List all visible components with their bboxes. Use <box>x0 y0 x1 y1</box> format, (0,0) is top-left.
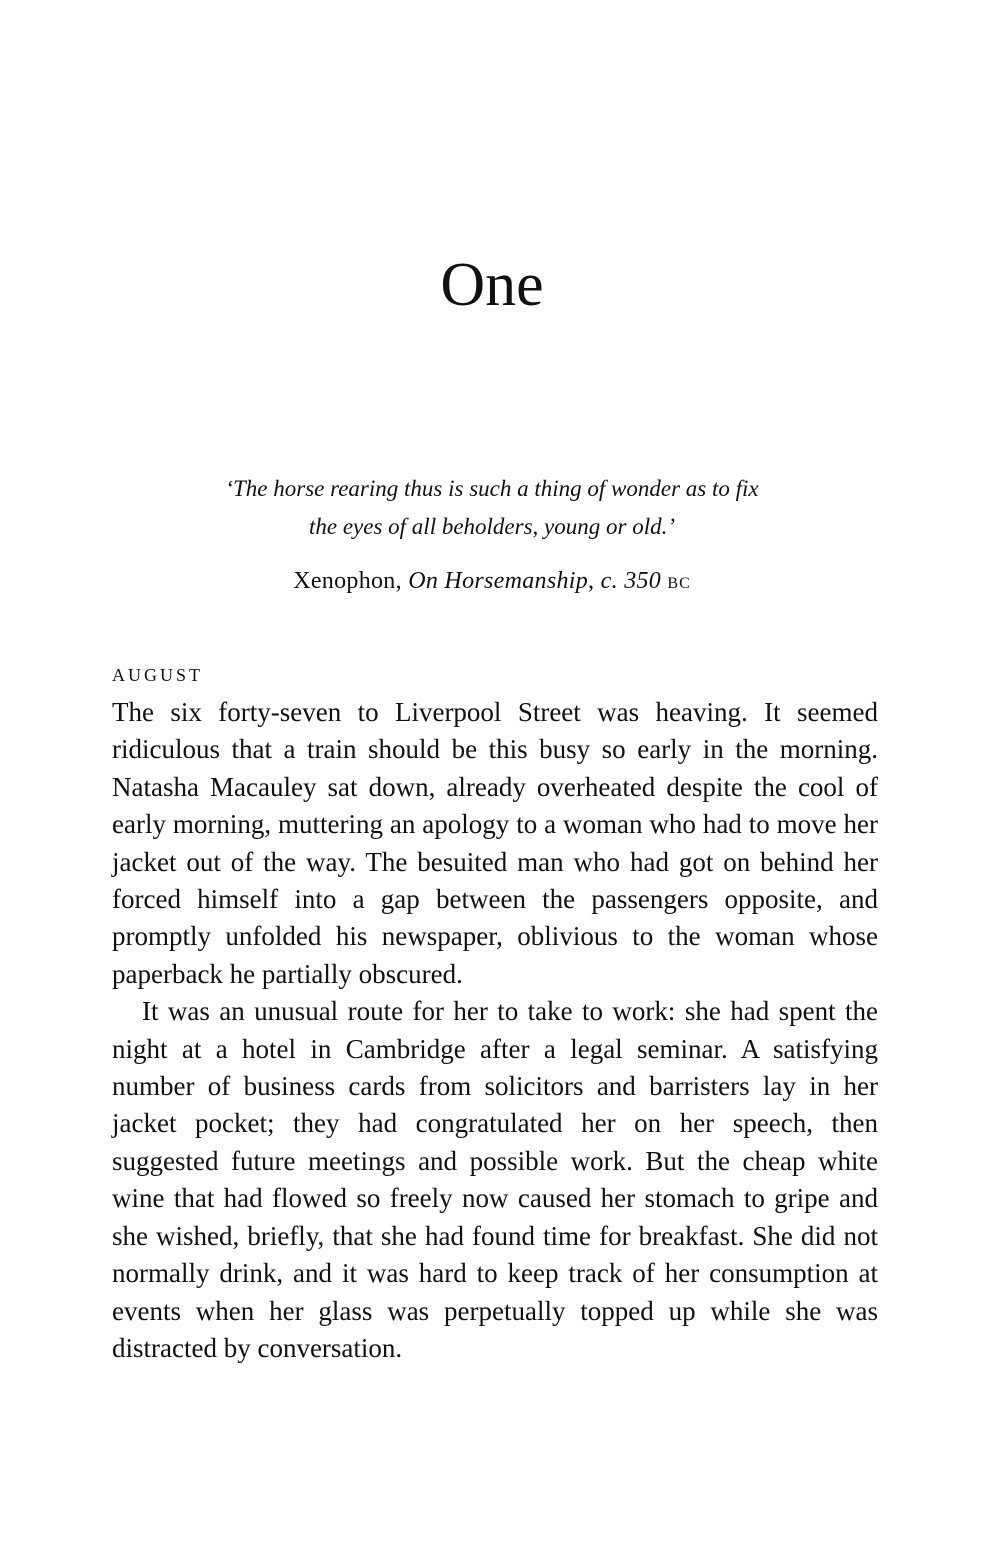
epigraph-separator: , <box>588 568 601 594</box>
body-text <box>112 694 878 1367</box>
epigraph-quote-line-2: the eyes of all beholders, young or old.’ <box>308 514 675 539</box>
epigraph-author: Xenophon, <box>293 568 409 594</box>
epigraph <box>110 470 874 601</box>
epigraph-work: On Horsemanship <box>408 568 589 594</box>
epigraph-date: c. 350 <box>600 568 668 594</box>
paragraph-2: It was an unusual route for her to take to work: she had spent the night at a hotel in Cambridge after a legal seminar. A satisfying number of business cards from solicitors and barristers lay in her jacket pocket; they had congratulated her on her speech, then suggested future meetings and possible work. But the cheap white wine that had flowed so freely now caused her stomach to gripe and she wished, briefly, that she had found time for breakfast. She did not normally drink, and it was hard to keep track of her consumption at events when her glass was perpetually topped up while she was distracted by conversation. <box>112 996 878 1363</box>
chapter-title: One <box>440 251 544 319</box>
paragraph-1: The six forty-seven to Liverpool Street was heaving. It seemed ridiculous that a train should be this busy so early in the morning. Natasha Macauley sat down, already overheated despite the cool of early morning, muttering an apology to a woman who had to move her jacket out of the way. The besuited man who had got on behind her forced himself into a gap between the passengers opposite, and promptly unfolded his newspaper, oblivious to the woman whose paperback he partially obscured. <box>112 697 878 989</box>
section-label: AUGUST <box>112 665 204 685</box>
epigraph-quote-line-1: ‘The horse rearing thus is such a thing of wonder as to fix <box>225 476 759 501</box>
epigraph-attribution <box>110 564 874 601</box>
epigraph-quote <box>110 470 874 546</box>
epigraph-era: BC <box>667 575 691 592</box>
